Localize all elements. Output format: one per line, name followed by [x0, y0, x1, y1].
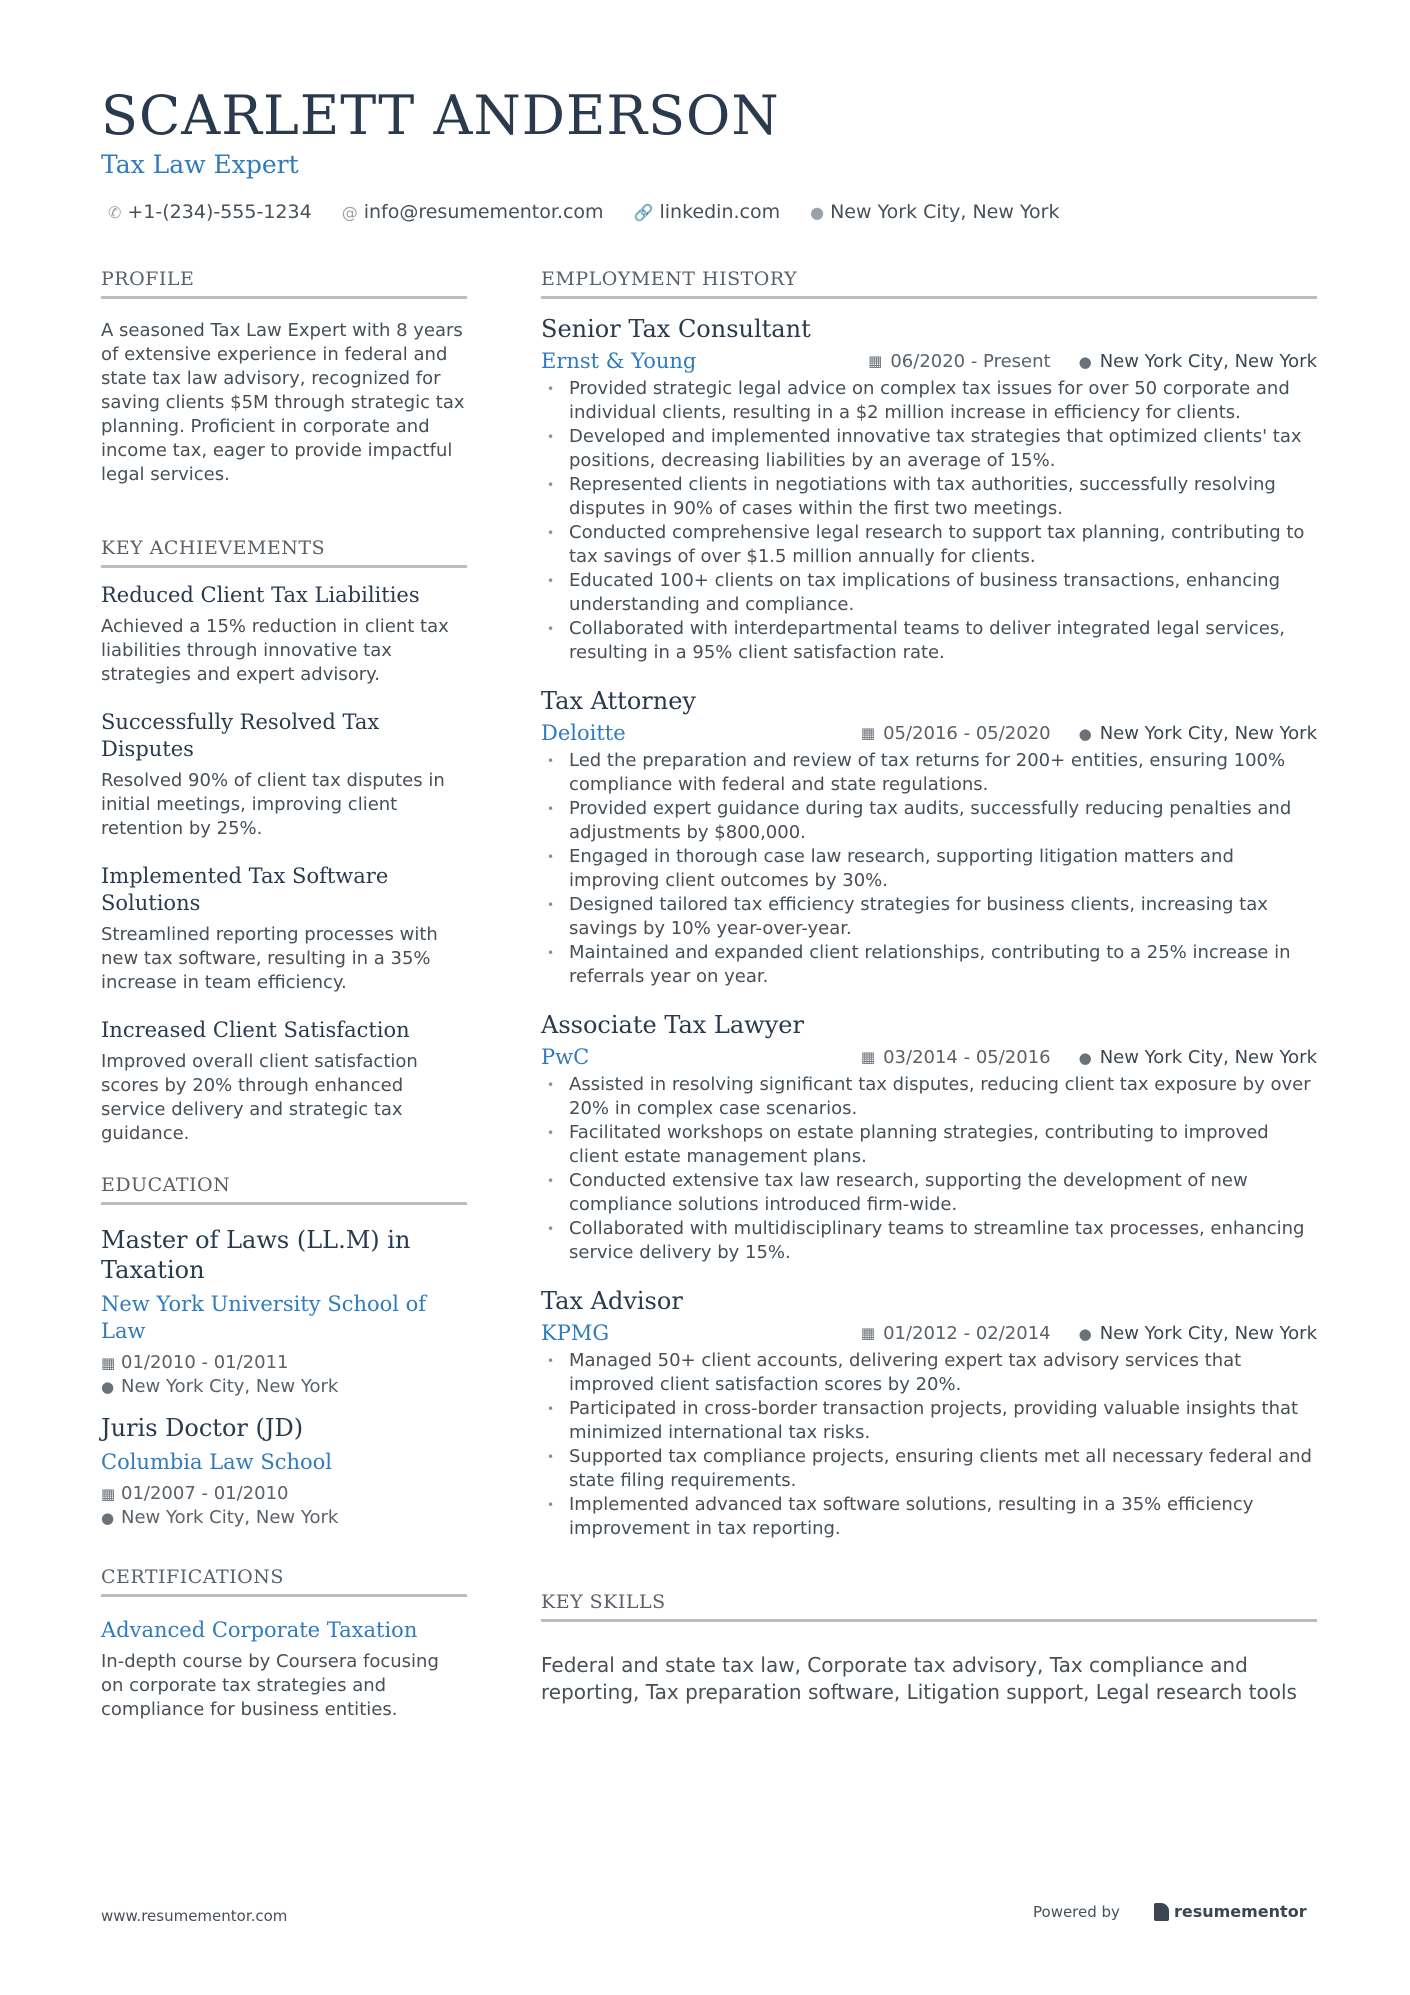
candidate-name: SCARLETT ANDERSON — [101, 84, 780, 147]
achievement-text: Resolved 90% of client tax disputes in initial meetings, improving client retention by 25%. — [101, 770, 445, 839]
education-dates — [101, 1351, 467, 1375]
footer-branding — [1033, 1902, 1307, 1921]
at-icon: @ — [341, 202, 358, 222]
location-text: New York City, New York — [830, 201, 1060, 223]
location-text: New York City, New York — [121, 1507, 339, 1528]
job-bullet: • Collaborated with multidisciplinary teams to streamline tax processes, enhancing service delivery by 15%. — [541, 1217, 1317, 1265]
job-location — [1079, 723, 1317, 744]
job-location — [1079, 351, 1317, 372]
job-bullet: • Designed tailored tax efficiency strategies for business clients, increasing tax savings by 10% year-over-year. — [541, 893, 1317, 941]
calendar-icon: ▦ — [101, 1485, 116, 1503]
job-dates — [861, 723, 1051, 744]
location-text: New York City, New York — [121, 1376, 339, 1397]
achievement-item — [101, 863, 467, 995]
contact-email[interactable] — [342, 201, 604, 223]
company-name: Ernst & Young — [541, 349, 697, 373]
map-pin-icon: ● — [1078, 352, 1092, 371]
achievement-title: Successfully Resolved Tax Disputes — [101, 710, 380, 761]
brand-logo[interactable] — [1154, 1902, 1307, 1921]
job-bullets — [541, 377, 1317, 665]
degree: Master of Laws (LL.M) in Taxation — [101, 1226, 411, 1284]
dates-text: 01/2010 - 01/2011 — [121, 1352, 289, 1373]
education-item — [101, 1413, 467, 1530]
contact-location — [810, 201, 1059, 223]
job-bullet: • Developed and implemented innovative tax strategies that optimized clients' tax positions, decreasing liabilities by an average of 15%. — [541, 425, 1317, 473]
achievement-item — [101, 709, 467, 841]
map-pin-icon: ● — [810, 202, 825, 222]
job-meta — [861, 723, 1317, 744]
school: Columbia Law School — [101, 1450, 333, 1474]
calendar-icon: ▦ — [860, 1324, 876, 1342]
skills-text: Federal and state tax law, Corporate tax advisory, Tax compliance and reporting, Tax preparation software, Litigation support, Legal research tools — [541, 1653, 1297, 1704]
email-text[interactable]: info@resumementor.com — [363, 201, 604, 223]
job-meta-row — [541, 1321, 1317, 1345]
linkedin-text[interactable]: linkedin.com — [659, 201, 781, 223]
location-text: New York City, New York — [1099, 1046, 1317, 1068]
brand-name: resumementor — [1173, 1902, 1307, 1921]
achievement-title: Implemented Tax Software Solutions — [101, 864, 389, 915]
profile-heading: PROFILE — [101, 268, 467, 299]
powered-by-text: Powered by — [1033, 1902, 1120, 1921]
job-bullet: • Educated 100+ clients on tax implications of business transactions, enhancing understanding and compliance. — [541, 569, 1317, 617]
job-dates — [861, 1323, 1051, 1344]
brand-logo-icon — [1154, 1903, 1169, 1921]
job-bullet: • Provided strategic legal advice on complex tax issues for over 50 corporate and individual clients, resulting in a $2 million increase in efficiency for clients. — [541, 377, 1317, 425]
job-item — [541, 685, 1317, 989]
education-heading: EDUCATION — [101, 1174, 467, 1205]
job-meta-row — [541, 349, 1317, 373]
contact-linkedin[interactable] — [634, 201, 781, 223]
job-meta — [868, 351, 1317, 372]
dates-text: 05/2016 - 05/2020 — [883, 722, 1051, 744]
achievements-section — [101, 537, 467, 1146]
education-item — [101, 1225, 467, 1399]
job-bullet: • Supported tax compliance projects, ensuring clients met all necessary federal and state filing requirements. — [541, 1445, 1317, 1493]
job-location — [1079, 1323, 1317, 1344]
contact-phone — [108, 201, 312, 223]
company-name: Deloitte — [541, 721, 626, 745]
job-meta-row — [541, 1045, 1317, 1069]
job-title: Tax Advisor — [541, 1287, 683, 1315]
dates-text: 06/2020 - Present — [890, 350, 1051, 372]
left-column — [101, 268, 467, 1722]
map-pin-icon: ● — [101, 1509, 115, 1527]
job-item — [541, 1009, 1317, 1265]
job-meta-row — [541, 721, 1317, 745]
map-pin-icon: ● — [1078, 724, 1092, 743]
dates-text: 01/2012 - 02/2014 — [883, 1322, 1051, 1344]
achievement-item — [101, 582, 467, 687]
job-bullet: • Provided expert guidance during tax audits, successfully reducing penalties and adjustments by $800,000. — [541, 797, 1317, 845]
job-bullets — [541, 1073, 1317, 1265]
map-pin-icon: ● — [1078, 1324, 1092, 1343]
calendar-icon: ▦ — [101, 1354, 116, 1372]
contact-bar — [108, 201, 1089, 223]
job-dates — [868, 351, 1050, 372]
certifications-heading: CERTIFICATIONS — [101, 1566, 467, 1597]
education-location — [101, 1506, 467, 1530]
skills-heading: KEY SKILLS — [541, 1591, 1317, 1622]
profile-section — [101, 268, 467, 487]
calendar-icon: ▦ — [860, 724, 876, 742]
job-bullets — [541, 1349, 1317, 1541]
footer-website[interactable]: www.resumementor.com — [101, 1907, 288, 1925]
location-text: New York City, New York — [1099, 350, 1317, 372]
achievement-title: Reduced Client Tax Liabilities — [101, 583, 420, 607]
phone-text: +1-(234)-555-1234 — [127, 201, 312, 223]
achievement-text: Streamlined reporting processes with new tax software, resulting in a 35% increase in team efficiency. — [101, 924, 438, 993]
candidate-title: Tax Law Expert — [101, 150, 299, 179]
job-bullet: • Engaged in thorough case law research, supporting litigation matters and improving client outcomes by 30%. — [541, 845, 1317, 893]
right-column — [541, 268, 1317, 1706]
certifications-section — [101, 1566, 467, 1722]
job-bullet: • Represented clients in negotiations with tax authorities, successfully resolving disputes in 90% of cases within the first two meetings. — [541, 473, 1317, 521]
achievement-title: Increased Client Satisfaction — [101, 1018, 410, 1042]
skills-section — [541, 1591, 1317, 1706]
dates-text: 03/2014 - 05/2016 — [883, 1046, 1051, 1068]
job-bullet: • Led the preparation and review of tax returns for 200+ entities, ensuring 100% compliance with federal and state regulations. — [541, 749, 1317, 797]
dates-text: 01/2007 - 01/2010 — [121, 1483, 289, 1504]
job-bullet: • Assisted in resolving significant tax disputes, reducing client tax exposure by over 20% in complex case scenarios. — [541, 1073, 1317, 1121]
achievement-text: Improved overall client satisfaction scores by 20% through enhanced service delivery and strategic tax guidance. — [101, 1051, 418, 1144]
job-meta — [861, 1047, 1317, 1068]
achievement-item — [101, 1017, 467, 1146]
certification-title: Advanced Corporate Taxation — [101, 1618, 418, 1642]
job-bullet: • Implemented advanced tax software solutions, resulting in a 35% efficiency improvement in tax reporting. — [541, 1493, 1317, 1541]
calendar-icon: ▦ — [868, 352, 883, 370]
job-bullet: • Participated in cross-border transaction projects, providing valuable insights that minimized international tax risks. — [541, 1397, 1317, 1445]
job-item — [541, 1285, 1317, 1541]
location-text: New York City, New York — [1099, 1322, 1317, 1344]
job-bullet: • Collaborated with interdepartmental teams to deliver integrated legal services, resulting in a 95% client satisfaction rate. — [541, 617, 1317, 665]
education-location — [101, 1375, 467, 1399]
job-bullets — [541, 749, 1317, 989]
job-title: Senior Tax Consultant — [541, 315, 811, 343]
employment-heading: EMPLOYMENT HISTORY — [541, 268, 1317, 299]
job-title: Associate Tax Lawyer — [541, 1011, 804, 1039]
job-meta — [861, 1323, 1317, 1344]
certification-text: In-depth course by Coursera focusing on corporate tax strategies and compliance for business entities. — [101, 1651, 439, 1720]
job-title: Tax Attorney — [541, 687, 696, 715]
achievements-heading: KEY ACHIEVEMENTS — [101, 537, 467, 568]
job-bullet: • Conducted comprehensive legal research to support tax planning, contributing to tax savings of over $1.5 million annually for clients. — [541, 521, 1317, 569]
job-bullet: • Managed 50+ client accounts, delivering expert tax advisory services that improved client satisfaction scores by 20%. — [541, 1349, 1317, 1397]
map-pin-icon: ● — [1078, 1048, 1092, 1067]
job-item — [541, 313, 1317, 665]
company-name: KPMG — [541, 1321, 610, 1345]
employment-section — [541, 268, 1317, 1541]
job-bullet: • Facilitated workshops on estate planning strategies, contributing to improved client estate management plans. — [541, 1121, 1317, 1169]
job-location — [1079, 1047, 1317, 1068]
location-text: New York City, New York — [1099, 722, 1317, 744]
degree: Juris Doctor (JD) — [101, 1414, 304, 1442]
profile-text: A seasoned Tax Law Expert with 8 years of extensive experience in federal and state tax law advisory, recognized for saving clients $5M through strategic tax planning. Proficient in corporate and income tax, eager to provide impactful legal services. — [101, 320, 465, 485]
phone-icon: ✆ — [108, 202, 122, 222]
job-bullet: • Maintained and expanded client relationships, contributing to a 25% increase in referrals year on year. — [541, 941, 1317, 989]
company-name: PwC — [541, 1045, 590, 1069]
map-pin-icon: ● — [101, 1378, 115, 1396]
calendar-icon: ▦ — [860, 1048, 876, 1066]
school: New York University School of Law — [101, 1292, 427, 1343]
job-bullet: • Conducted extensive tax law research, supporting the development of new compliance solutions introduced firm-wide. — [541, 1169, 1317, 1217]
job-dates — [861, 1047, 1051, 1068]
link-icon: 🔗 — [633, 202, 654, 222]
education-section — [101, 1174, 467, 1530]
education-dates — [101, 1482, 467, 1506]
achievement-text: Achieved a 15% reduction in client tax liabilities through innovative tax strategies and expert advisory. — [101, 616, 449, 685]
